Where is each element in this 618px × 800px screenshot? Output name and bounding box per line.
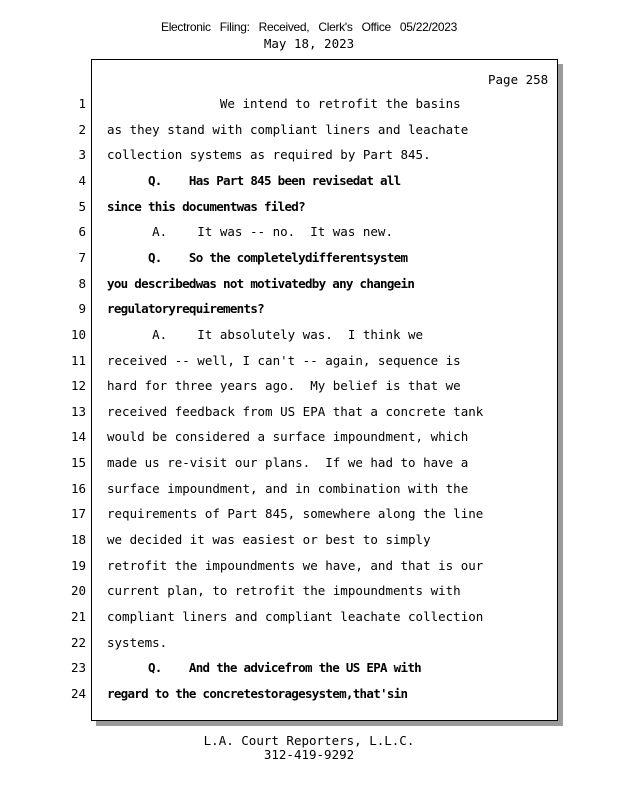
line-number: 22 — [70, 635, 86, 650]
court-reporter-phone: 312-419-9292 — [263, 747, 355, 762]
line-number: 14 — [70, 429, 86, 444]
line-number: 7 — [78, 250, 86, 265]
line-number: 11 — [70, 353, 86, 368]
line-number: 5 — [78, 199, 86, 214]
line-text: would be considered a surface impoundment, which — [107, 429, 469, 444]
line-text: regard to the concretestoragesystem,that'sin — [107, 686, 408, 701]
line-text: current plan, to retrofit the impoundments with — [107, 583, 461, 598]
line-text: Q. And the advicefrom the US EPA with — [107, 660, 421, 675]
deposition-date: May 18, 2023 — [263, 36, 355, 51]
line-number: 16 — [70, 481, 86, 496]
line-number: 17 — [70, 506, 86, 521]
line-text: we decided it was easiest or best to simply — [107, 532, 431, 547]
line-text: collection systems as required by Part 845. — [107, 147, 431, 162]
line-number: 9 — [78, 301, 86, 316]
line-number: 8 — [78, 276, 86, 291]
line-text: compliant liners and compliant leachate collection — [107, 609, 484, 624]
line-text: made us re-visit our plans. If we had to have a — [107, 455, 469, 470]
line-number: 24 — [70, 686, 86, 701]
line-text: We intend to retrofit the basins — [107, 96, 461, 111]
line-text: surface impoundment, and in combination with the — [107, 481, 469, 496]
line-number: 12 — [70, 378, 86, 393]
line-text: regulatoryrequirements? — [107, 301, 264, 316]
line-number: 2 — [78, 122, 86, 137]
line-text: Q. Has Part 845 been revisedat all — [107, 173, 401, 188]
court-reporter-name: L.A. Court Reporters, L.L.C. — [203, 733, 415, 748]
line-number: 6 — [78, 224, 86, 239]
line-text: A. It absolutely was. I think we — [107, 327, 424, 342]
line-number: 23 — [70, 660, 86, 675]
line-text: retrofit the impoundments we have, and that is our — [107, 558, 484, 573]
line-text: as they stand with compliant liners and leachate — [107, 122, 469, 137]
line-number: 1 — [78, 96, 86, 111]
line-number: 13 — [70, 404, 86, 419]
line-text: you describedwas not motivatedby any changein — [107, 276, 415, 291]
line-text: Q. So the completelydifferentsystem — [107, 250, 408, 265]
page-number: Page 258 — [488, 72, 549, 87]
line-number: 20 — [70, 583, 86, 598]
line-number: 19 — [70, 558, 86, 573]
line-text: since this documentwas filed? — [107, 199, 305, 214]
line-number: 10 — [70, 327, 86, 342]
line-text: hard for three years ago. My belief is that we — [107, 378, 461, 393]
line-number: 21 — [70, 609, 86, 624]
line-text: received -- well, I can't -- again, sequence is — [107, 353, 461, 368]
line-number: 4 — [78, 173, 86, 188]
filing-stamp: Electronic Filing: Received, Clerk's Office 05/22/2023 — [160, 20, 457, 34]
line-text: systems. — [107, 635, 168, 650]
line-text: A. It was -- no. It was new. — [107, 224, 393, 239]
line-number: 3 — [78, 147, 86, 162]
line-text: requirements of Part 845, somewhere along the line — [107, 506, 484, 521]
line-text: received feedback from US EPA that a concrete tank — [107, 404, 484, 419]
line-number: 18 — [70, 532, 86, 547]
line-number: 15 — [70, 455, 86, 470]
